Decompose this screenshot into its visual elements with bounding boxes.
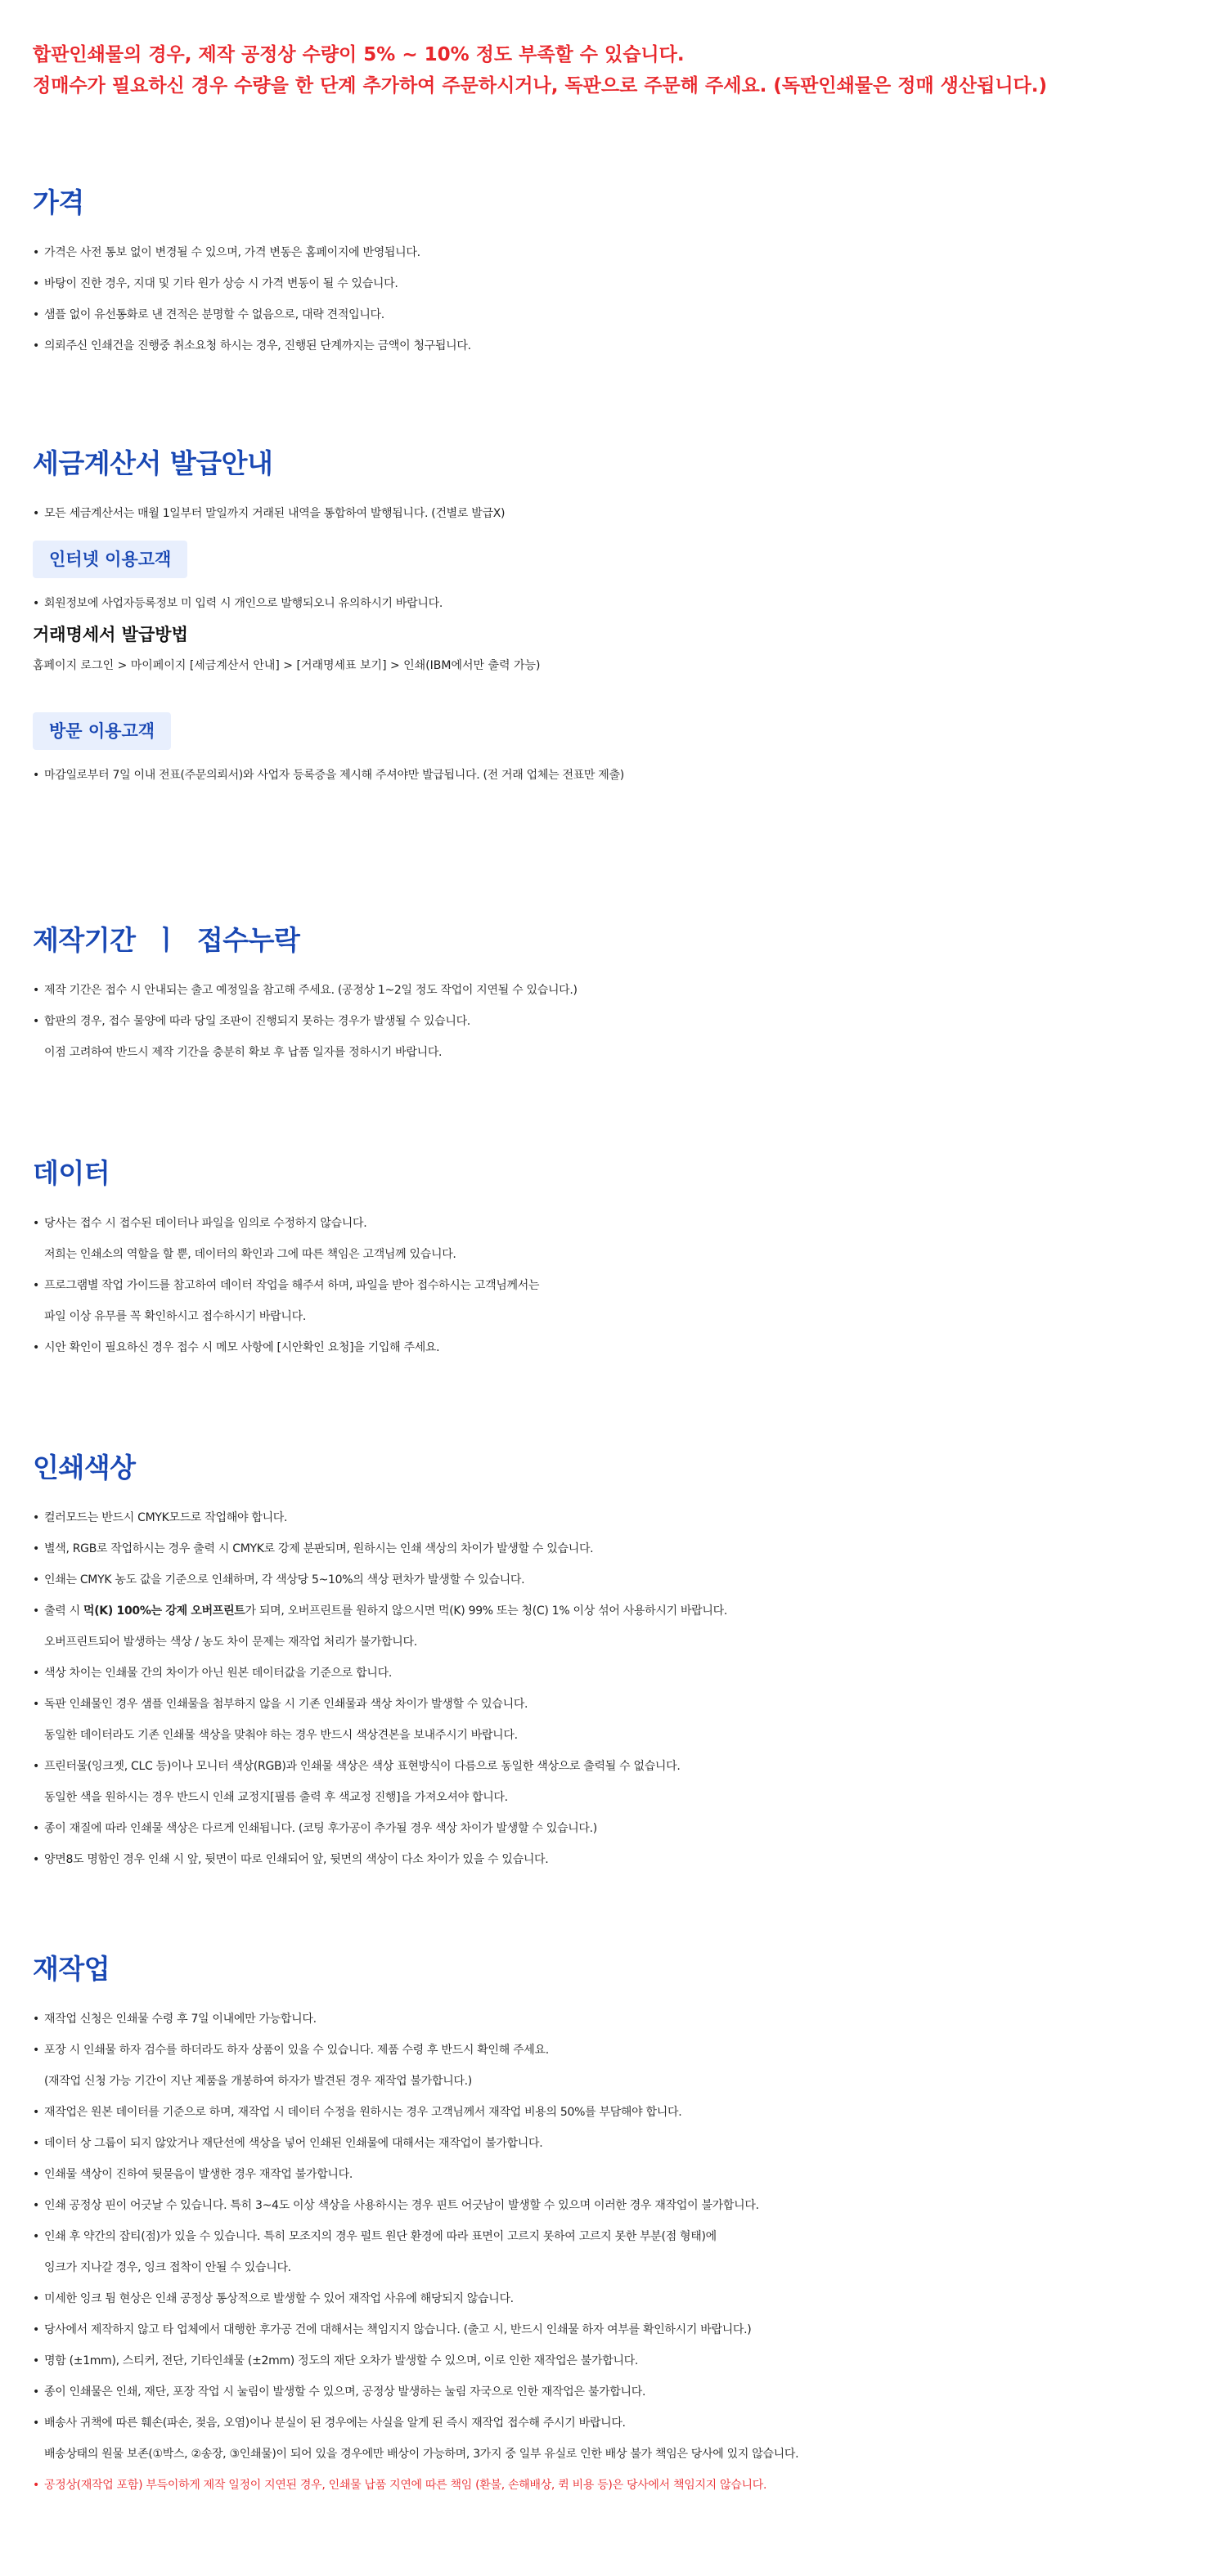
color-title: 인쇄색상 bbox=[33, 1452, 136, 1483]
list-item: • 색상 차이는 인쇄물 간의 차이가 아닌 원본 데이터값을 기준으로 합니다. bbox=[33, 1667, 392, 1680]
statement-path: 홈페이지 로그인 > 마이페이지 [세금계산서 안내] > [거래명세표 보기] > 인쇄(IBM에서만 출력 가능) bbox=[33, 659, 541, 672]
list-item: • 모든 세금계산서는 매월 1일부터 말일까지 거래된 내역을 통합하여 발행됩니다. (건별로 발급X) bbox=[33, 507, 506, 520]
list-item: • 의뢰주신 인쇄건을 진행중 취소요청 하시는 경우, 진행된 단계까지는 금액이 청구됩니다. bbox=[33, 339, 471, 352]
list-item: • 인쇄 후 약간의 잡티(점)가 있을 수 있습니다. 특히 모조지의 경우 펄트 원단 환경에 따라 표면이 고르지 못하여 고르지 못한 부분(점 형태)에 bbox=[33, 2230, 717, 2243]
list-item: • 바탕이 진한 경우, 지대 및 기타 원가 상승 시 가격 변동이 될 수 있습니다. bbox=[33, 277, 398, 290]
list-item: • 포장 시 인쇄물 하자 검수를 하더라도 하자 상품이 있을 수 있습니다. 제품 수령 후 반드시 확인해 주세요. bbox=[33, 2044, 549, 2057]
list-item: • 종이 재질에 따라 인쇄물 색상은 다르게 인쇄됩니다. (코팅 후가공이 추가될 경우 색상 차이가 발생할 수 있습니다.) bbox=[33, 1822, 597, 1835]
period-list bbox=[33, 975, 1202, 1068]
rework-list bbox=[33, 2004, 1202, 2501]
list-item-continued: 저희는 인쇄소의 역할을 할 뿐, 데이터의 확인과 그에 따른 책임은 고객님께 있습니다. bbox=[44, 1248, 456, 1261]
list-item: • 배송사 귀책에 따른 훼손(파손, 젖음, 오염)이나 분실이 된 경우에는 사실을 알게 된 즉시 재작업 접수해 주시기 바랍니다. bbox=[33, 2417, 626, 2430]
rework-section bbox=[33, 1951, 1202, 2501]
list-item: • 마감일로부터 7일 이내 전표(주문의뢰서)와 사업자 등록증을 제시해 주셔야만 발급됩니다. (전 거래 업체는 전표만 제출) bbox=[33, 769, 624, 782]
rework-title: 재작업 bbox=[33, 1953, 110, 1985]
price-title: 가격 bbox=[33, 186, 84, 218]
data-section bbox=[33, 1156, 1202, 1363]
list-item: • 당사는 접수 시 접수된 데이터나 파일을 임의로 수정하지 않습니다. bbox=[33, 1217, 367, 1230]
visit-list bbox=[33, 760, 1202, 791]
list-item-continued: (재작업 신청 가능 기간이 지난 제품을 개봉하여 하자가 발견된 경우 재작업 불가합니다.) bbox=[44, 2075, 472, 2088]
list-item: • 미세한 잉크 튐 현상은 인쇄 공정상 통상적으로 발생할 수 있어 재작업 사유에 해당되지 않습니다. bbox=[33, 2292, 514, 2305]
list-item: • 합판의 경우, 접수 물양에 따라 당일 조판이 진행되지 못하는 경우가 발생될 수 있습니다. bbox=[33, 1015, 470, 1028]
list-item: • 재작업 신청은 인쇄물 수령 후 7일 이내에만 가능합니다. bbox=[33, 2013, 317, 2026]
list-item-continued: 오버프린트되어 발생하는 색상 / 농도 차이 문제는 재작업 처리가 불가합니다. bbox=[44, 1636, 417, 1649]
list-item: • 가격은 사전 통보 없이 변경될 수 있으며, 가격 변동은 홈페이지에 반영됩니다. bbox=[33, 246, 420, 259]
list-item: • 재작업은 원본 데이터를 기준으로 하며, 재작업 시 데이터 수정을 원하시는 경우 고객님께서 재작업 비용의 50%를 부담해야 합니다. bbox=[33, 2106, 682, 2119]
statement-heading: 거래명세서 발급방법 bbox=[33, 625, 188, 644]
list-item-continued: 이점 고려하여 반드시 제작 기간을 충분히 확보 후 납품 일자를 정하시기 바랍니다. bbox=[44, 1046, 443, 1059]
price-section bbox=[33, 185, 1202, 361]
list-item: • 명함 (±1mm), 스티커, 전단, 기타인쇄물 (±2mm) 정도의 재단 오차가 발생할 수 있으며, 이로 인한 재작업은 불가합니다. bbox=[33, 2354, 639, 2367]
list-item: • 독판 인쇄물인 경우 샘플 인쇄물을 첨부하지 않을 시 기존 인쇄물과 색상 차이가 발생할 수 있습니다. bbox=[33, 1698, 528, 1711]
list-item: • 종이 인쇄물은 인쇄, 재단, 포장 작업 시 눌림이 발생할 수 있으며, 공정상 발생하는 눌림 자국으로 인한 재작업은 불가합니다. bbox=[33, 2385, 646, 2399]
internet-list bbox=[33, 588, 1202, 619]
tax-section bbox=[33, 446, 1202, 791]
list-item: • 컬러모드는 반드시 CMYK모드로 작업해야 합니다. bbox=[33, 1511, 288, 1524]
list-item: • 시안 확인이 필요하신 경우 접수 시 메모 사항에 [시안확인 요청]을 기입해 주세요. bbox=[33, 1341, 440, 1354]
visit-badge-row bbox=[33, 712, 1202, 750]
quantity-notice bbox=[33, 39, 1047, 101]
list-item-continued: 동일한 색을 원하시는 경우 반드시 인쇄 교정지[필름 출력 후 색교정 진행]을 가져오셔야 합니다. bbox=[44, 1791, 508, 1804]
color-section bbox=[33, 1450, 1202, 1875]
list-item: • 프린터물(잉크젯, CLC 등)이나 모니터 색상(RGB)과 인쇄물 색상은 색상 표현방식이 다름으로 동일한 색상으로 출력될 수 없습니다. bbox=[33, 1760, 681, 1773]
list-item: • 인쇄 공정상 핀이 어긋날 수 있습니다. 특히 3~4도 이상 색상을 사용하시는 경우 핀트 어긋남이 발생할 수 있으며 이러한 경우 재작업이 불가합니다. bbox=[33, 2199, 759, 2212]
tax-title: 세금계산서 발급안내 bbox=[33, 447, 273, 479]
tax-intro-list bbox=[33, 498, 1202, 529]
list-item: • 별색, RGB로 작업하시는 경우 출력 시 CMYK로 강제 분판되며, 원하시는 인쇄 색상의 차이가 발생할 수 있습니다. bbox=[33, 1542, 594, 1555]
internet-customer-badge: 인터넷 이용고객 bbox=[33, 541, 187, 578]
list-item: • 프로그램별 작업 가이드를 참고하여 데이터 작업을 해주셔 하며, 파일을 받아 접수하시는 고객님께서는 bbox=[33, 1279, 540, 1292]
list-item-continued: 동일한 데이터라도 기존 인쇄물 색상을 맞춰야 하는 경우 반드시 색상견본을 보내주시기 바랍니다. bbox=[44, 1729, 518, 1742]
list-item-continued: 파일 이상 유무를 꼭 확인하시고 접수하시기 바랍니다. bbox=[44, 1310, 306, 1323]
list-item: • 인쇄는 CMYK 농도 값을 기준으로 인쇄하며, 각 색상당 5~10%의 색상 편차가 발생할 수 있습니다. bbox=[33, 1573, 525, 1586]
period-section bbox=[33, 922, 1202, 1068]
list-item-continued: 배송상태의 원물 보존(①박스, ②송장, ③인쇄물)이 되어 있을 경우에만 배상이 가능하며, 3가지 중 일부 유실로 인한 배상 불가 책임은 당사에 있지 않습니다. bbox=[44, 2448, 799, 2461]
period-title: 제작기간 ㅣ 접수누락 bbox=[33, 924, 300, 956]
internet-badge-row bbox=[33, 541, 1202, 578]
data-title: 데이터 bbox=[33, 1157, 110, 1189]
list-item: • 당사에서 제작하지 않고 타 업체에서 대행한 후가공 건에 대해서는 책임지지 않습니다. (출고 시, 반드시 인쇄물 하자 여부를 확인하시기 바랍니다.) bbox=[33, 2323, 752, 2336]
notice-line-1: 합판인쇄물의 경우, 제작 공정상 수량이 5% ~ 10% 정도 부족할 수 있습니다. bbox=[33, 44, 685, 65]
visit-customer-badge: 방문 이용고객 bbox=[33, 712, 171, 750]
notice-line-2: 정매수가 필요하신 경우 수량을 한 단계 추가하여 주문하시거나, 독판으로 주문해 주세요. (독판인쇄물은 정매 생산됩니다.) bbox=[33, 75, 1048, 96]
list-item: • 제작 기간은 접수 시 안내되는 출고 예정일을 참고해 주세요. (공정상 1~2일 정도 작업이 지연될 수 있습니다.) bbox=[33, 984, 578, 997]
overprint-emphasis: 먹(K) 100%는 강제 오버프린트 bbox=[83, 1604, 245, 1618]
price-list bbox=[33, 237, 1202, 361]
disclaimer-item: • 공정상(재작업 포함) 부득이하게 제작 일정이 지연된 경우, 인쇄물 납품 지연에 따른 책임 (환불, 손해배상, 퀵 비용 등)은 당사에서 책임지지 않습니다. bbox=[33, 2479, 767, 2492]
list-item: • 데이터 상 그룹이 되지 않았거나 재단선에 색상을 넣어 인쇄된 인쇄물에 대해서는 재작업이 불가합니다. bbox=[33, 2137, 543, 2150]
list-item: • 양면8도 명함인 경우 인쇄 시 앞, 뒷면이 따로 인쇄되어 앞, 뒷면의 색상이 다소 차이가 있을 수 있습니다. bbox=[33, 1853, 549, 1866]
list-item: • 샘플 없이 유선통화로 낸 견적은 분명할 수 없음으로, 대략 견적입니다. bbox=[33, 308, 384, 321]
color-list bbox=[33, 1502, 1202, 1875]
list-item: • 회원정보에 사업자등록정보 미 입력 시 개인으로 발행되오니 유의하시기 바랍니다. bbox=[33, 597, 443, 610]
data-list bbox=[33, 1208, 1202, 1363]
list-item: • 인쇄물 색상이 진하여 뒷묻음이 발생한 경우 재작업 불가합니다. bbox=[33, 2168, 353, 2181]
list-item: • 출력 시 먹(K) 100%는 강제 오버프린트가 되며, 오버프린트를 원하지 않으시면 먹(K) 99% 또는 청(C) 1% 이상 섞어 사용하시기 바랍니다. bbox=[33, 1604, 728, 1618]
list-item-continued: 잉크가 지나갈 경우, 잉크 접착이 안될 수 있습니다. bbox=[44, 2261, 291, 2274]
